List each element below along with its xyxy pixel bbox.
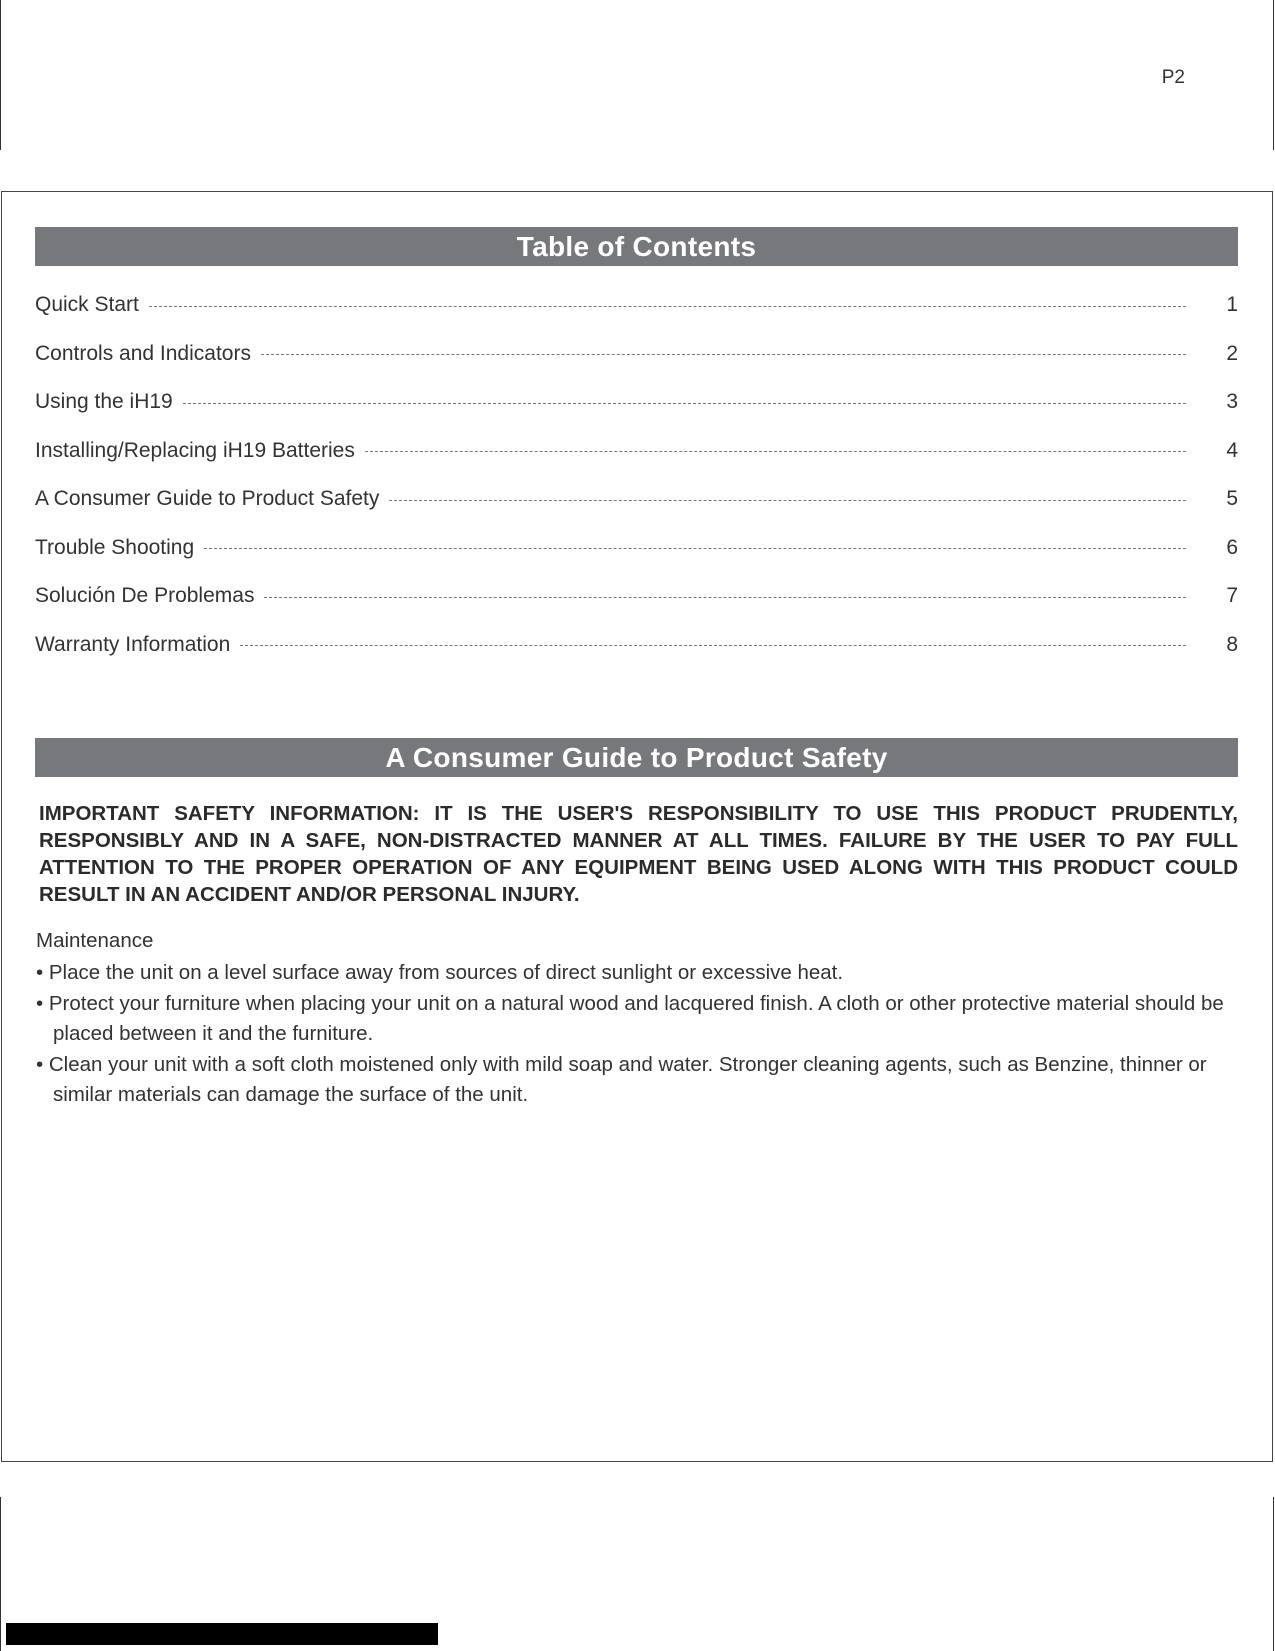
- toc-entry-title: Warranty Information: [35, 632, 231, 656]
- safety-heading: A Consumer Guide to Product Safety: [35, 738, 1238, 777]
- crop-mark-bottom-right: [1273, 1497, 1274, 1651]
- maintenance-heading: Maintenance: [36, 929, 154, 952]
- toc-entry-page: 1: [1226, 293, 1238, 317]
- crop-mark-bottom-left: [0, 1497, 1, 1651]
- toc-entry[interactable]: [35, 330, 1238, 379]
- page-number: P2: [1161, 67, 1185, 88]
- toc-entry[interactable]: [35, 378, 1238, 427]
- toc-entry-title: Installing/Replacing iH19 Batteries: [35, 438, 355, 462]
- toc-heading: Table of Contents: [35, 227, 1238, 266]
- toc-entry-title: Quick Start: [35, 293, 139, 317]
- toc-entry-page: 6: [1226, 535, 1238, 559]
- toc-dotted-leader: [149, 306, 1186, 307]
- toc-entry-page: 5: [1226, 487, 1238, 511]
- maintenance-item: • Place the unit on a level surface away from sources of direct sunlight or excessive heat.: [36, 961, 844, 984]
- toc-entry-title: A Consumer Guide to Product Safety: [35, 487, 380, 511]
- maintenance-list: [36, 958, 1238, 1111]
- toc-dotted-leader: [389, 500, 1186, 501]
- toc-dotted-leader: [264, 597, 1186, 598]
- toc-entry-title: Solución De Problemas: [35, 584, 255, 608]
- toc-entry-page: 8: [1226, 632, 1238, 656]
- safety-warning-text: IMPORTANT SAFETY INFORMATION: IT IS THE USER'S RESPONSIBILITY TO USE THIS PRODUCT PRUDENTLY, RESPONSIBLY AND IN A SAFE, NON-DISTRACTED MANNER AT ALL TIMES. FAILURE BY THE USER TO PAY FULL ATTENTION TO THE PROPER OPERATION OF ANY EQUIPMENT BEING USED ALONG WITH THIS PRODUCT COULD RESULT IN AN ACCIDENT AND/OR PERSONAL INJURY.: [39, 802, 1238, 906]
- crop-mark-top-right: [1273, 0, 1274, 150]
- toc-entry[interactable]: [35, 572, 1238, 621]
- toc-entry-page: 2: [1226, 341, 1238, 365]
- toc-entry-title: Controls and Indicators: [35, 341, 251, 365]
- toc-dotted-leader: [365, 451, 1186, 452]
- toc-entry-page: 4: [1226, 438, 1238, 462]
- crop-mark-top-left: [0, 0, 1, 150]
- toc-dotted-leader: [204, 548, 1186, 549]
- toc-entry-title: Using the iH19: [35, 390, 173, 414]
- maintenance-item: • Protect your furniture when placing your unit on a natural wood and lacquered finish. A cloth or other protective material should be placed between it and the furniture.: [36, 991, 1224, 1045]
- toc-dotted-leader: [261, 354, 1186, 355]
- toc-entry-title: Trouble Shooting: [35, 535, 195, 559]
- black-redaction-bar: [6, 1623, 438, 1645]
- table-of-contents: [35, 281, 1238, 669]
- toc-entry[interactable]: [35, 427, 1238, 476]
- toc-dotted-leader: [183, 403, 1186, 404]
- toc-entry-page: 7: [1226, 584, 1238, 608]
- toc-entry[interactable]: [35, 475, 1238, 524]
- toc-dotted-leader: [240, 645, 1186, 646]
- toc-entry[interactable]: [35, 524, 1238, 573]
- toc-entry[interactable]: [35, 281, 1238, 330]
- toc-entry-page: 3: [1226, 390, 1238, 414]
- toc-entry[interactable]: [35, 621, 1238, 670]
- maintenance-item: • Clean your unit with a soft cloth moistened only with mild soap and water. Stronger cleaning agents, such as Benzine, thinner or similar materials can damage the surface of the unit.: [36, 1052, 1207, 1106]
